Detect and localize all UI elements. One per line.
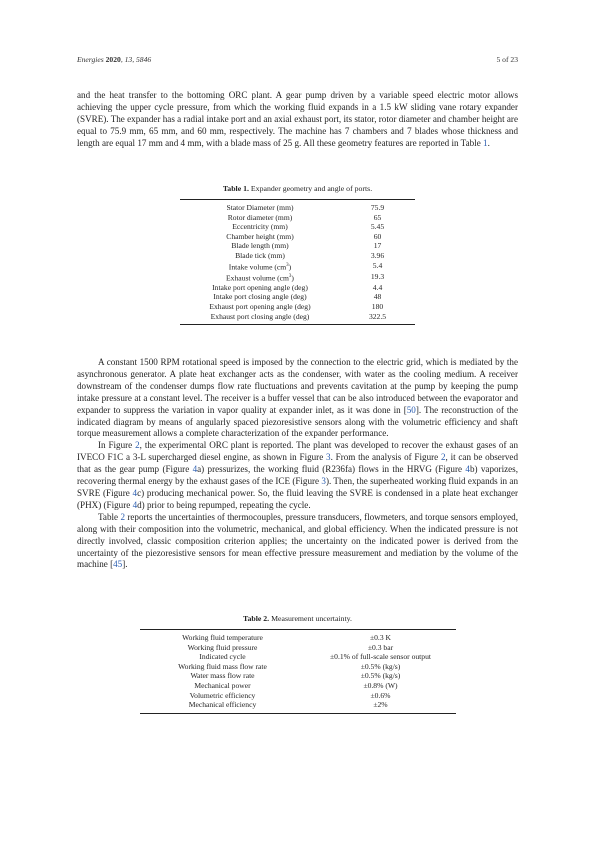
- table-row: [140, 652, 456, 662]
- value-cell: ±0.5% (kg/s): [360, 671, 401, 681]
- paragraph-text: a) pressurizes, the working fluid (R236fa) flows in the HRVG (Figure: [197, 464, 466, 475]
- parameter-name: Intake port closing angle (deg): [213, 292, 307, 302]
- value-cell: ±0.1% of full-scale sensor output: [330, 652, 431, 662]
- table-row: [140, 630, 456, 643]
- paragraph-text: b) vaporizes, recovering thermal energy by the exhaust gases of the ICE (Figure: [77, 464, 518, 487]
- page-number: 5 of 23: [496, 55, 518, 64]
- table-row: [140, 662, 456, 672]
- parameter-cell: [140, 681, 305, 691]
- parameter-cell: [180, 302, 340, 312]
- figure-4-link[interactable]: 4: [132, 499, 138, 510]
- table-1-caption: [0, 184, 595, 193]
- parameter-name: Mechanical efficiency: [188, 700, 257, 710]
- table-row: [180, 283, 415, 293]
- table-2-link[interactable]: 2: [120, 511, 125, 522]
- table-row: [180, 222, 415, 232]
- parameter-name: Chamber height (mm): [226, 231, 294, 241]
- table-2-caption: [0, 614, 595, 623]
- parameter-cell: [180, 213, 340, 223]
- table-row: [180, 261, 415, 272]
- table-row: [180, 241, 415, 251]
- table-1-caption-text: Expander geometry and angle of ports.: [248, 184, 373, 193]
- unit-exponent: 3: [288, 273, 292, 279]
- table-row: [180, 251, 415, 261]
- value-cell: ±0.8% (W): [363, 680, 398, 690]
- figure-2-link[interactable]: 2: [135, 440, 140, 451]
- paragraph-text: . From the analysis of Figure: [330, 452, 441, 463]
- value-cell: 60: [373, 231, 382, 241]
- paragraph-text: A constant 1500 RPM rotational speed is imposed by the connection to the electric grid, which is mediated by the asynchronous generator. A plate heat exchanger acts as the condenser, with water as the cooling medium. A receiver downstream of the condenser dumps flow rate fluctuations and prevents cavitation at the pump by keeping the pump intake pressure at a constant level. The receiver is a buffer vessel that can be also introduced between the evaporator and expander to suppress the variation in vapor quality at expander inlet, as it was done in [: [77, 357, 518, 415]
- parameter-cell: [140, 630, 305, 643]
- parameter-name: Water mass flow rate: [190, 671, 255, 681]
- unit-close: ): [291, 273, 294, 283]
- figure-4-link[interactable]: 4: [465, 464, 470, 475]
- paragraph-constant-speed: [77, 357, 518, 571]
- table-row: [140, 691, 456, 701]
- paragraph-ORC-setup: [77, 90, 518, 150]
- paragraph-text: ].: [122, 559, 128, 570]
- parameter-cell: [140, 671, 305, 681]
- table-2-measurement-uncertainty: [140, 629, 456, 714]
- figure-4-link[interactable]: 4: [192, 464, 198, 475]
- parameter-cell: [140, 662, 305, 672]
- value-cell: ±0.3 K: [369, 633, 392, 642]
- table-row: [180, 213, 415, 223]
- table-row: [180, 272, 415, 283]
- table-row: [140, 681, 456, 691]
- unit-exponent: 3: [286, 262, 289, 268]
- parameter-cell: [140, 652, 305, 662]
- table-1-link[interactable]: 1: [483, 137, 488, 148]
- paragraph-text: , the experimental ORC plant is reported. The plant was developed to recover the exhaust gases of an IVECO F1C a 3-L supercharged diesel engine, as shown in Figure: [77, 440, 518, 463]
- value-cell: 48: [373, 292, 382, 302]
- table-2-label: Table 2.: [242, 614, 270, 623]
- parameter-cell: [180, 261, 340, 272]
- table-row: [140, 643, 456, 653]
- value-cell: ±0.3 bar: [367, 642, 394, 652]
- parameter-cell: [180, 222, 340, 232]
- unit-close: ): [288, 262, 292, 272]
- table-row: [140, 671, 456, 681]
- value-cell: 322.5: [368, 311, 387, 321]
- journal-volume-issue: , 13, 5846: [120, 55, 152, 64]
- parameter-name: Working fluid mass flow rate: [178, 661, 267, 671]
- figure-2-link[interactable]: 2: [440, 452, 446, 463]
- parameter-cell: [180, 283, 340, 293]
- table-row: [180, 292, 415, 302]
- value-cell: 4.4: [372, 282, 383, 292]
- paragraph-text: , it can be observed that as the gear pump (Figure: [77, 452, 518, 475]
- journal-year: 2020: [105, 55, 121, 64]
- value-cell: 19.3: [370, 272, 385, 282]
- paragraph-text: d) prior to being repumped, repeating the cycle.: [137, 499, 311, 510]
- paragraph-text: reports the uncertainties of thermocouples, pressure transducers, flowmeters, and torque sensors employed, along with their composition into the volumetric, mechanical, and global efficiency. When the indicated pressure is not directly involved, classic composition criterion applies; the uncertainty on the indicated power is derived from the uncertainty of the piezoresistive sensors for mean effective pressure measurement and mediation by the volume of the machine [: [77, 511, 518, 570]
- parameter-cell: [180, 251, 340, 261]
- value-cell: 180: [371, 302, 384, 311]
- table-row: [180, 312, 415, 325]
- paragraph-text: .: [487, 137, 490, 148]
- paragraph-text: c) producing mechanical power. So, the fluid leaving the SVRE is condensed in a plate heat exchanger (PHX) (Figure: [77, 487, 519, 510]
- parameter-name: Intake port opening angle (deg): [212, 282, 308, 292]
- paragraph-experimental-plant: [77, 440, 518, 511]
- parameter-name: Indicated cycle: [199, 652, 246, 662]
- table-row: [180, 200, 415, 213]
- figure-3-link[interactable]: 3: [326, 452, 331, 463]
- journal-name: Energies: [77, 55, 104, 64]
- figure-4-link[interactable]: 4: [132, 487, 138, 498]
- value-cell: ±0.6%: [370, 690, 391, 700]
- paragraph-text: ]. The reconstruction of the indicated diagram by means of angularly spaced piezoresistive sensors along with the volumetric efficiency and shaft torque measurement allows a complete characterization of the expander performance.: [77, 404, 518, 439]
- table-row: [180, 232, 415, 242]
- value-cell: 3.96: [370, 250, 385, 260]
- value-cell: 75.9: [370, 203, 385, 212]
- table-row: [140, 700, 456, 713]
- value-cell: 5.4: [372, 261, 383, 271]
- reference-50-link[interactable]: 50: [406, 404, 416, 415]
- parameter-name: Working fluid pressure: [187, 642, 258, 652]
- table-2-caption-text: Measurement uncertainty.: [269, 614, 352, 623]
- value-cell: 65: [373, 212, 382, 222]
- paragraph-uncertainty: [77, 512, 518, 572]
- paragraph-text: ). Then, the superheated working fluid expands in an SVRE (Figure: [77, 476, 518, 498]
- table-1-expander-geometry: [180, 199, 415, 325]
- value-cell: ±0.5% (kg/s): [360, 661, 401, 671]
- value-cell: ±2%: [373, 700, 388, 710]
- parameter-name: Mechanical power: [194, 680, 251, 690]
- parameter-cell: [140, 643, 305, 653]
- value-cell: 17: [373, 241, 382, 251]
- paragraph-text: Table: [98, 511, 121, 522]
- parameter-name: Blade length (mm): [231, 241, 289, 251]
- table-row: [180, 302, 415, 312]
- parameter-cell: [180, 272, 340, 283]
- parameter-name: Stator Diameter (mm): [226, 203, 294, 212]
- parameter-cell: [140, 700, 305, 713]
- parameter-name: Exhaust port opening angle (deg): [209, 302, 311, 311]
- parameter-name: Working fluid temperature: [182, 633, 263, 642]
- parameter-cell: [180, 292, 340, 302]
- parameter-name: Intake volume (cm: [228, 262, 287, 272]
- parameter-name: Eccentricity (mm): [232, 222, 288, 232]
- parameter-cell: [180, 232, 340, 242]
- table-1-label: Table 1.: [222, 184, 249, 193]
- parameter-cell: [180, 241, 340, 251]
- reference-45-link[interactable]: 45: [113, 559, 123, 570]
- parameter-name: Rotor diameter (mm): [227, 212, 293, 222]
- parameter-cell: [180, 312, 340, 325]
- figure-3-link[interactable]: 3: [321, 476, 326, 487]
- parameter-cell: [140, 691, 305, 701]
- parameter-name: Exhaust port closing angle (deg): [210, 311, 310, 321]
- parameter-name: Exhaust volume (cm: [226, 273, 289, 283]
- paragraph-text: and the heat transfer to the bottoming ORC plant. A gear pump driven by a variable speed electric motor allows achieving the upper cycle pressure, from which the working fluid expands in a 1.5 kW sliding vane rotary expander (SVRE). The expander has a radial intake port and an axial exhaust port, its stator, rotor diameter and chamber height are equal to 75.9 mm, 65 mm, and 60 mm, respectively. The machine has 7 chambers and 7 blades whose thickness and length are equal 17 mm and 4 mm, with a blade mass of 25 g. All these geometry features are reported in Table: [77, 90, 518, 148]
- value-cell: 5.45: [370, 222, 385, 232]
- parameter-cell: [180, 200, 340, 213]
- running-header-citation: [77, 55, 151, 64]
- parameter-name: Volumetric efficiency: [189, 690, 256, 700]
- paragraph-text: In Figure: [98, 440, 136, 451]
- parameter-name: Blade tick (mm): [235, 250, 285, 260]
